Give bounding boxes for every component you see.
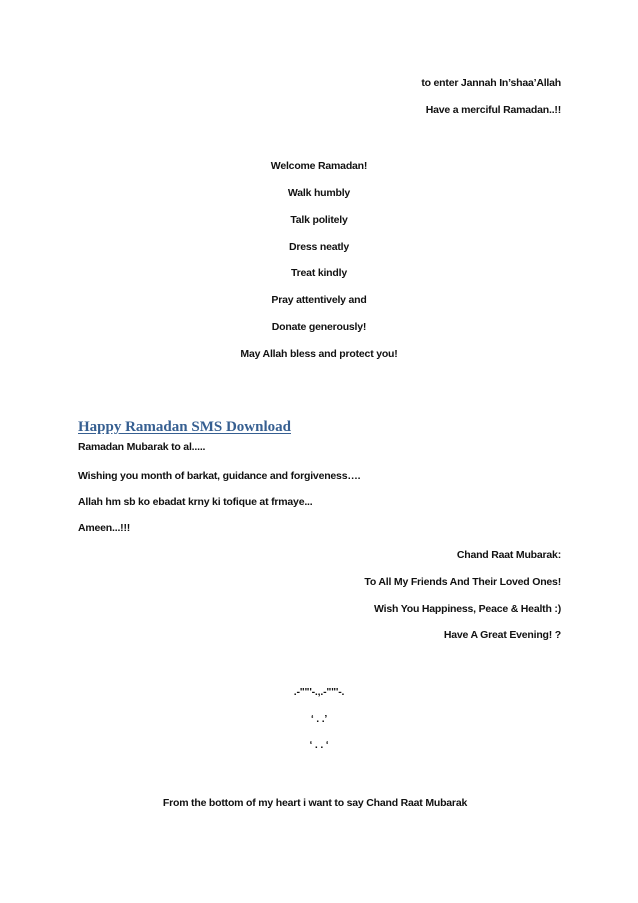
welcome-line: Talk politely [290,214,348,226]
ascii-art-line: .-""'-.,.-""'-. [293,686,345,698]
right-line: Have A Great Evening! ? [443,629,561,641]
body-line: Ameen...!!! [78,522,131,534]
welcome-line: Pray attentively and [271,294,367,306]
body-line: Wishing you month of barkat, guidance and forgiveness…. [78,470,361,482]
closing-line: From the bottom of my heart i want to say Chand Raat Mubarak [162,797,468,809]
top-line-merciful-ramadan: Have a merciful Ramadan..!! [425,104,561,116]
ascii-art-line: ‘ . .’ [310,713,328,725]
body-line: Ramadan Mubarak to al..... [78,441,206,453]
ascii-art-line: ‘ . . ‘ [309,739,329,751]
right-line: Chand Raat Mubarak: [456,549,561,561]
welcome-line: Welcome Ramadan! [270,160,368,172]
welcome-line: Dress neatly [288,241,350,253]
right-line: To All My Friends And Their Loved Ones! [364,576,561,588]
section-heading: Happy Ramadan SMS Download [78,419,291,435]
welcome-line: Walk humbly [287,187,351,199]
welcome-line: Treat kindly [291,267,347,279]
top-line-jannah: to enter Jannah In’shaa’Allah [421,77,561,89]
body-line: Allah hm sb ko ebadat krny ki tofique at frmaye... [78,496,313,508]
welcome-line: Donate generously! [271,321,367,333]
welcome-line: May Allah bless and protect you! [240,348,398,360]
right-line: Wish You Happiness, Peace & Health :) [374,603,561,615]
